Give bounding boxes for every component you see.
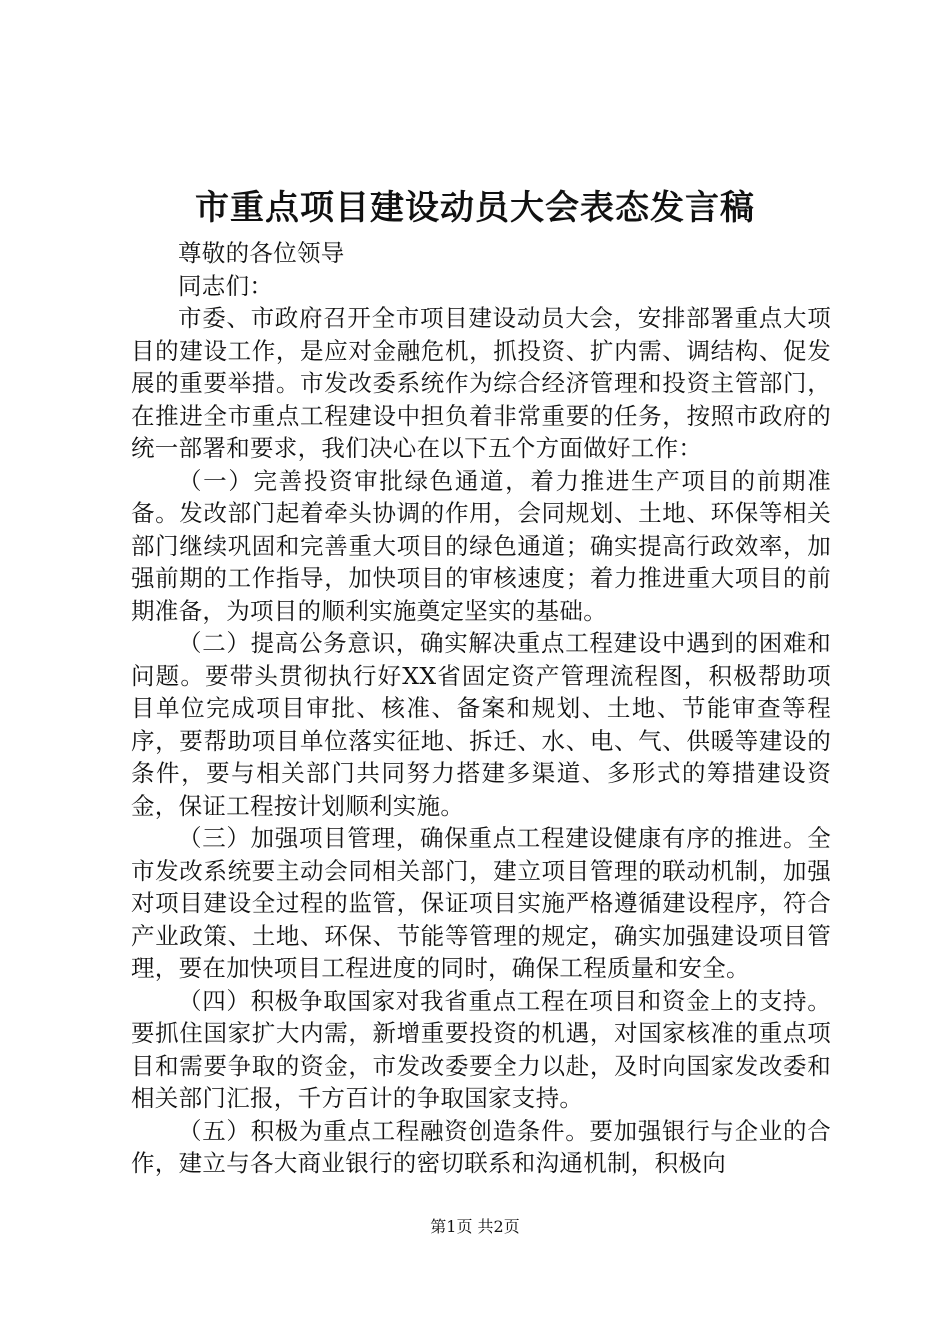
- body-paragraph: （四）积极争取国家对我省重点工程在项目和资金上的支持。要抓住国家扩大内需，新增重要投资的机遇，对国家核准的重点项目和需要争取的资金，市发改委要全力以赴，及时向国家发改委和相关部门汇报，千方百计的争取国家支持。: [131, 986, 831, 1112]
- salutation-line: 尊敬的各位领导: [178, 239, 345, 267]
- page-number-footer: 第1页 共2页: [430, 1217, 520, 1236]
- body-paragraph: （五）积极为重点工程融资创造条件。要加强银行与企业的合作，建立与各大商业银行的密切联系和沟通机制，积极向: [131, 1116, 831, 1177]
- body-paragraph: （三）加强项目管理，确保重点工程建设健康有序的推进。全市发改系统要主动会同相关部门，建立项目管理的联动机制，加强对项目建设全过程的监管，保证项目实施严格遵循建设程序，符合产业政策、土地、环保、节能等管理的规定，确实加强建设项目管理，要在加快项目工程进度的同时，确保工程质量和安全。: [131, 824, 831, 982]
- body-paragraph: 市委、市政府召开全市项目建设动员大会，安排部署重点大项目的建设工作，是应对金融危机，抓投资、扩内需、调结构、促发展的重要举措。市发改委系统作为综合经济管理和投资主管部门，在推进全市重点工程建设中担负着非常重要的任务，按照市政府的统一部署和要求，我们决心在以下五个方面做好工作：: [131, 304, 831, 462]
- document-title: 市重点项目建设动员大会表态发言稿: [195, 188, 755, 228]
- document-body: [131, 237, 831, 1180]
- salutation-line: 同志们：: [178, 271, 274, 300]
- body-paragraph: （二）提高公务意识，确实解决重点工程建设中遇到的困难和问题。要带头贯彻执行好XX省固定资产管理流程图，积极帮助项目单位完成项目审批、核准、备案和规划、土地、节能审查等程序，要帮助项目单位落实征地、拆迁、水、电、气、供暖等建设的条件，要与相关部门共同努力搭建多渠道、多形式的筹措建设资金，保证工程按计划顺利实施。: [131, 629, 831, 820]
- body-paragraph: （一）完善投资审批绿色通道，着力推进生产项目的前期准备。发改部门起着牵头协调的作用，会同规划、土地、环保等相关部门继续巩固和完善重大项目的绿色通道；确实提高行政效率，加强前期的工作指导，加快项目的审核速度；着力推进重大项目的前期准备，为项目的顺利实施奠定坚实的基础。: [131, 466, 831, 625]
